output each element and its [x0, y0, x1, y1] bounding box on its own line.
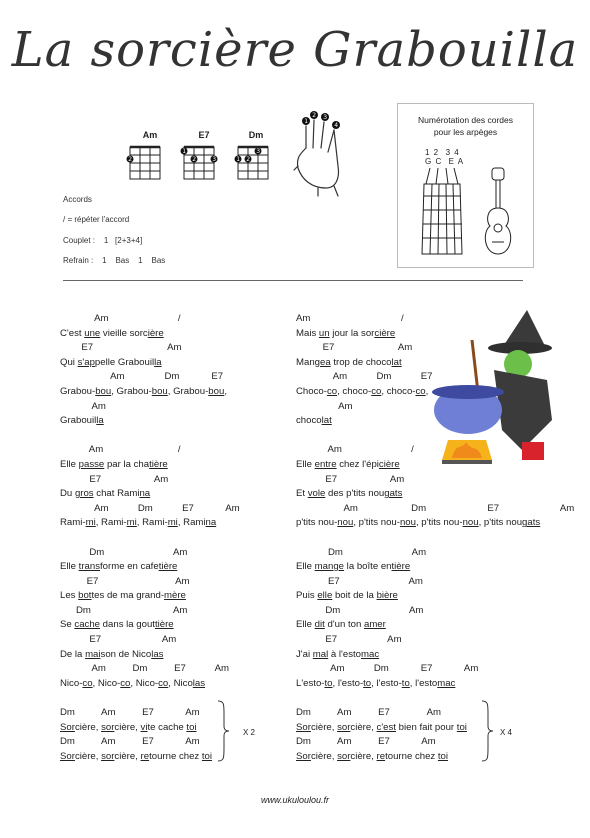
chord-line: Am Dm E7: [60, 371, 224, 383]
lyrics-left-column: [60, 312, 285, 764]
lyric-line: Elle mange la boîte entière: [296, 561, 411, 573]
lyric-line: Elle passe par la chatière: [60, 458, 168, 470]
chord-line: Am /: [296, 444, 414, 456]
lyric-line: Sorcière, sorcière, retourne chez toi: [296, 750, 449, 762]
lyric-line: Elle entre chez l'épicière: [296, 458, 400, 470]
string-numbers: 1 2 3 4: [425, 148, 460, 157]
svg-text:2: 2: [128, 156, 133, 163]
lyric-line: Qui s'appelle Grabouilla: [60, 356, 162, 368]
info-repeat: / = répéter l'accord: [63, 215, 130, 224]
lyric-line: Rami-mi, Rami-mi, Rami-mi, Ramina: [60, 517, 217, 529]
chord-line: E7 Am: [296, 342, 413, 354]
chord-line: Dm Am E7 Am: [296, 707, 442, 719]
chord-line: Am Dm E7 Am: [296, 502, 575, 514]
svg-text:2: 2: [192, 156, 197, 163]
chord-diagrams: [120, 130, 280, 190]
lyric-line: Choco-co, choco-co, choco-co,: [296, 385, 429, 397]
stanza-gap: [60, 691, 285, 706]
lyric-line: Sorcière, sorcière, retourne chez toi: [60, 750, 213, 762]
chord-line: Am: [296, 400, 353, 412]
finger-number: 4: [334, 122, 339, 129]
svg-text:1: 1: [236, 156, 241, 163]
lyric-line: Sorcière, sorcière, c'est bien fait pour toi: [296, 721, 467, 733]
repeat-count-left: X 2: [243, 728, 256, 737]
lyric-line: Grabouilla: [60, 415, 104, 427]
string-notes: G C E A: [425, 157, 465, 166]
footer-website: www.ukuloulou.fr: [260, 795, 330, 805]
chord-line: E7 Am: [296, 634, 402, 646]
chord-line: E7 Am: [60, 575, 190, 587]
stanza-gap: [296, 429, 566, 444]
stanza-gap: [296, 691, 566, 706]
stanza-gap: [296, 531, 566, 546]
lyric-line: Du gros chat Ramina: [60, 488, 151, 500]
stanza-gap: [60, 531, 285, 546]
chord-line: Am /: [60, 444, 181, 456]
chord-line: Dm Am: [296, 604, 424, 616]
lyric-line: De la maison de Nicolas: [60, 648, 164, 660]
section-divider: [63, 280, 523, 281]
song-title: La sorcière Grabouilla: [11, 22, 579, 78]
lyric-line: Puis elle boit de la bière: [296, 590, 398, 602]
lyric-line: Grabou-bou, Grabou-bou, Grabou-bou,: [60, 385, 227, 397]
repeat-count-right: X 4: [500, 728, 513, 737]
stanza-gap: [60, 429, 285, 444]
lyric-line: L'esto-to, l'esto-to, l'esto-to, l'estomac: [296, 677, 456, 689]
lyric-line: Mais un jour la sorcière: [296, 327, 396, 339]
lyric-line: chocolat: [296, 415, 332, 427]
lyric-line: p'tits nou-nou, p'tits nou-nou, p'tits nou-nou, p'tits nougats: [296, 517, 541, 529]
info-refrain: Refrain : 1 Bas 1 Bas: [63, 256, 166, 265]
repeat-brace-right: [480, 700, 494, 762]
lyric-line: Nico-co, Nico-co, Nico-co, Nicolas: [60, 677, 206, 689]
hand-fingering-icon: [288, 108, 363, 198]
chord-line: Am /: [296, 313, 404, 324]
info-accords: Accords: [63, 195, 92, 204]
lyric-line: Mangea trop de chocolat: [296, 356, 402, 368]
chord-line: Dm Am: [60, 604, 188, 616]
lyric-line: C'est une vieille sorcière: [60, 327, 164, 339]
svg-text:3: 3: [256, 148, 261, 155]
lyric-line: Et vole des p'tits nougats: [296, 488, 403, 500]
chord-line: Am: [60, 400, 106, 412]
repeat-brace-left: [216, 700, 230, 762]
chord-line: Dm Am E7 Am: [296, 736, 436, 748]
chord-line: Dm Am: [296, 546, 427, 558]
chord-line: E7 Am: [296, 473, 405, 485]
lyrics-right-column: [296, 312, 575, 764]
chord-line: Dm Am E7 Am: [60, 736, 200, 748]
chord-name-dm: Dm: [248, 130, 264, 140]
chord-line: E7 Am: [296, 575, 423, 587]
svg-text:2: 2: [246, 156, 251, 163]
chord-line: Dm Am: [60, 546, 188, 558]
strings-box-title-2: pour les arpèges: [433, 127, 498, 137]
lyric-line: J'ai mal à l'estomac: [296, 648, 380, 660]
ukulele-neck-icon: [416, 166, 528, 261]
chord-name-e7: E7: [198, 130, 210, 140]
chord-grid-svg: [120, 142, 290, 192]
info-couplet: Couplet : 1 [2+3+4]: [63, 236, 143, 245]
chord-line: Am Dm E7: [296, 371, 433, 383]
strings-numbering-box: [397, 103, 534, 268]
lyric-line: Sorcière, sorcière, vite cache toi: [60, 721, 197, 733]
chord-line: Dm Am E7 Am: [60, 707, 200, 719]
finger-number: 2: [312, 112, 317, 119]
svg-text:3: 3: [212, 156, 217, 163]
lyric-line: Elle transforme en cafetière: [60, 561, 178, 573]
chord-line: Am Dm E7 Am: [296, 663, 479, 675]
finger-number: 3: [323, 114, 328, 121]
chord-line: Am Dm E7 Am: [60, 663, 229, 675]
strings-box-title-1: Numérotation des cordes: [418, 115, 513, 125]
chord-line: Am /: [60, 313, 181, 324]
chord-line: E7 Am: [60, 342, 182, 354]
chord-line: E7 Am: [60, 473, 169, 485]
chord-line: E7 Am: [60, 634, 177, 646]
svg-text:1: 1: [182, 148, 187, 155]
lyric-line: Les bottes de ma grand-mère: [60, 590, 186, 602]
lyric-line: Elle dit d'un ton amer: [296, 619, 386, 631]
chord-name-am: Am: [142, 130, 158, 140]
chord-line: Am Dm E7 Am: [60, 502, 240, 514]
finger-number: 1: [304, 118, 309, 125]
lyric-line: Se cache dans la gouttière: [60, 619, 174, 631]
